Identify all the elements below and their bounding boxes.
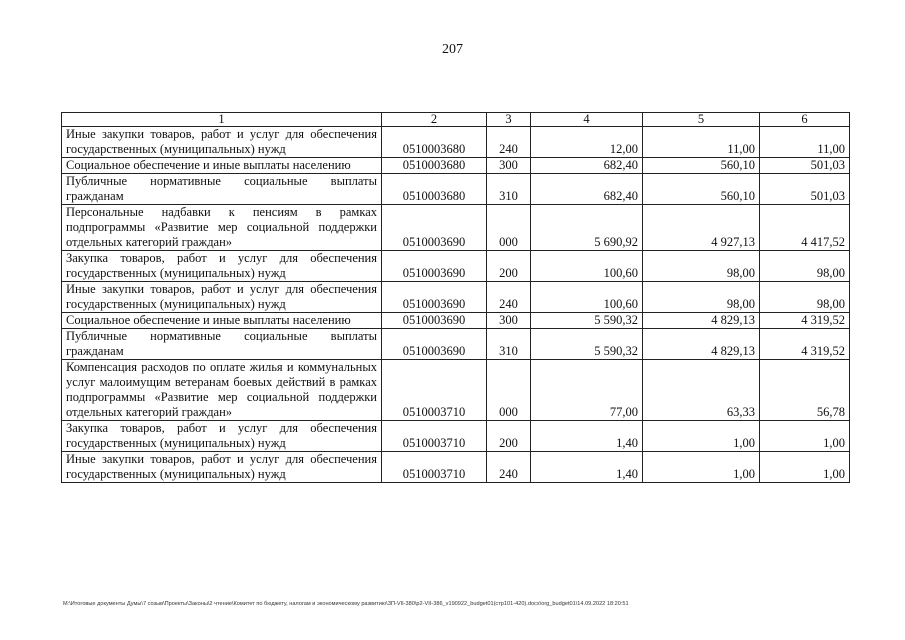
row-value-4: 5 590,32 <box>531 313 643 329</box>
document-path-footer: M:\Итоговые документы Думы\7 созыв\Проекты\Законы\2 чтение\Комитет по бюджету, налогам и экономическому развитию\ЗП-VII-380\р2-VII-386_v190922_budget01(стр101-420).docx\org_budget01\14.09.2022 18:20:51 <box>63 601 629 607</box>
row-name: Иные закупки товаров, работ и услуг для обеспечения государственных (муниципальных) нужд <box>62 282 382 313</box>
row-value-4: 77,00 <box>531 360 643 421</box>
row-value-6: 1,00 <box>760 452 850 483</box>
row-name: Публичные нормативные социальные выплаты гражданам <box>62 329 382 360</box>
table-row <box>62 421 850 452</box>
row-expense-type: 300 <box>487 158 531 174</box>
table-row <box>62 158 850 174</box>
header-col-3: 3 <box>487 113 531 127</box>
row-value-5: 4 829,13 <box>643 329 760 360</box>
row-value-5: 1,00 <box>643 421 760 452</box>
row-value-4: 682,40 <box>531 158 643 174</box>
table-row <box>62 360 850 421</box>
row-value-6: 1,00 <box>760 421 850 452</box>
row-value-4: 1,40 <box>531 421 643 452</box>
row-target-code: 0510003680 <box>382 158 487 174</box>
row-value-5: 4 927,13 <box>643 205 760 251</box>
row-value-6: 4 319,52 <box>760 329 850 360</box>
row-target-code: 0510003690 <box>382 313 487 329</box>
row-target-code: 0510003690 <box>382 329 487 360</box>
table-row <box>62 205 850 251</box>
table-row <box>62 251 850 282</box>
table-row <box>62 313 850 329</box>
row-value-5: 98,00 <box>643 251 760 282</box>
header-col-6: 6 <box>760 113 850 127</box>
row-value-5: 560,10 <box>643 158 760 174</box>
row-value-4: 1,40 <box>531 452 643 483</box>
row-name: Иные закупки товаров, работ и услуг для обеспечения государственных (муниципальных) нужд <box>62 127 382 158</box>
row-expense-type: 200 <box>487 251 531 282</box>
row-value-5: 1,00 <box>643 452 760 483</box>
row-target-code: 0510003690 <box>382 282 487 313</box>
row-value-6: 501,03 <box>760 158 850 174</box>
row-expense-type: 240 <box>487 282 531 313</box>
row-value-6: 4 319,52 <box>760 313 850 329</box>
table-row <box>62 127 850 158</box>
row-target-code: 0510003690 <box>382 251 487 282</box>
row-name: Социальное обеспечение и иные выплаты населению <box>62 158 382 174</box>
row-expense-type: 200 <box>487 421 531 452</box>
row-expense-type: 300 <box>487 313 531 329</box>
row-target-code: 0510003680 <box>382 127 487 158</box>
table-header-row <box>62 113 850 127</box>
table-row <box>62 282 850 313</box>
row-value-6: 98,00 <box>760 251 850 282</box>
row-expense-type: 240 <box>487 127 531 158</box>
row-name: Публичные нормативные социальные выплаты гражданам <box>62 174 382 205</box>
row-value-5: 560,10 <box>643 174 760 205</box>
row-value-4: 100,60 <box>531 282 643 313</box>
header-col-1: 1 <box>62 113 382 127</box>
row-expense-type: 310 <box>487 329 531 360</box>
row-value-6: 56,78 <box>760 360 850 421</box>
row-value-5: 11,00 <box>643 127 760 158</box>
row-value-5: 63,33 <box>643 360 760 421</box>
row-target-code: 0510003680 <box>382 174 487 205</box>
row-target-code: 0510003710 <box>382 360 487 421</box>
row-value-4: 12,00 <box>531 127 643 158</box>
row-value-6: 11,00 <box>760 127 850 158</box>
row-target-code: 0510003710 <box>382 452 487 483</box>
row-value-4: 5 690,92 <box>531 205 643 251</box>
header-col-2: 2 <box>382 113 487 127</box>
row-name: Персональные надбавки к пенсиям в рамках подпрограммы «Развитие мер социальной поддержки отдельных категорий граждан» <box>62 205 382 251</box>
row-expense-type: 240 <box>487 452 531 483</box>
row-value-6: 98,00 <box>760 282 850 313</box>
row-value-4: 682,40 <box>531 174 643 205</box>
row-name: Иные закупки товаров, работ и услуг для обеспечения государственных (муниципальных) нужд <box>62 452 382 483</box>
row-name: Закупка товаров, работ и услуг для обеспечения государственных (муниципальных) нужд <box>62 251 382 282</box>
row-target-code: 0510003690 <box>382 205 487 251</box>
page-number: 207 <box>442 42 463 57</box>
row-name: Компенсация расходов по оплате жилья и коммунальных услуг малоимущим ветеранам боевых действий в рамках подпрограммы «Развитие мер социальной поддержки отдельных категорий граждан» <box>62 360 382 421</box>
row-value-5: 4 829,13 <box>643 313 760 329</box>
row-expense-type: 310 <box>487 174 531 205</box>
row-target-code: 0510003710 <box>382 421 487 452</box>
table-row <box>62 329 850 360</box>
table-row <box>62 452 850 483</box>
row-expense-type: 000 <box>487 360 531 421</box>
header-col-5: 5 <box>643 113 760 127</box>
row-value-4: 100,60 <box>531 251 643 282</box>
header-col-4: 4 <box>531 113 643 127</box>
row-value-4: 5 590,32 <box>531 329 643 360</box>
row-value-6: 4 417,52 <box>760 205 850 251</box>
row-value-6: 501,03 <box>760 174 850 205</box>
table-row <box>62 174 850 205</box>
row-name: Социальное обеспечение и иные выплаты населению <box>62 313 382 329</box>
row-value-5: 98,00 <box>643 282 760 313</box>
row-name: Закупка товаров, работ и услуг для обеспечения государственных (муниципальных) нужд <box>62 421 382 452</box>
row-expense-type: 000 <box>487 205 531 251</box>
budget-table <box>61 112 850 483</box>
